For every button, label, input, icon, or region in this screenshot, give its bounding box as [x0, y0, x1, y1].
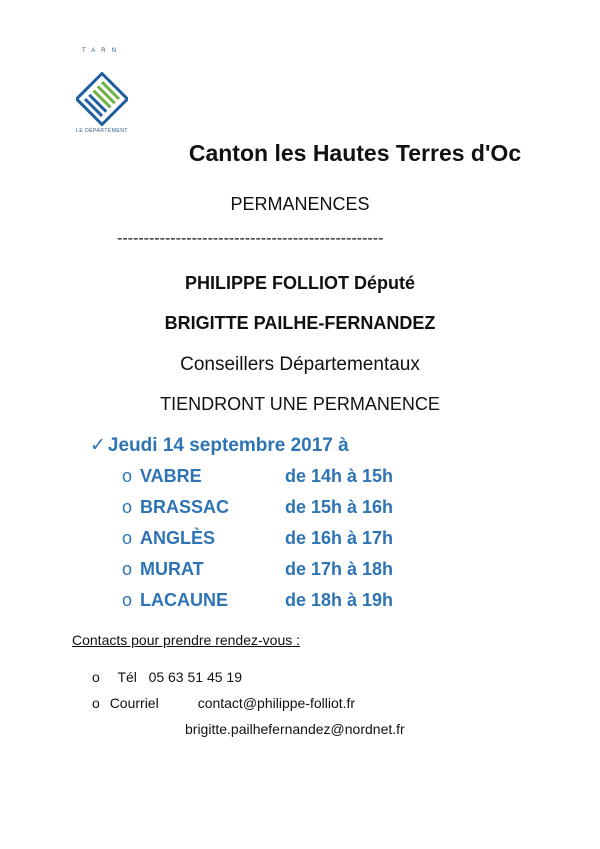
email-row: [92, 695, 355, 711]
schedule-hours: de 16h à 17h: [285, 528, 394, 548]
bullet-icon: o: [122, 559, 133, 579]
schedule-town: VABRE: [140, 466, 202, 486]
schedule-row: [122, 590, 442, 616]
contacts-heading: [72, 632, 300, 648]
email-label: Courriel: [109, 695, 159, 711]
schedule-row: [122, 466, 442, 492]
tarn-emblem-icon: [76, 72, 128, 126]
bullet-icon: o: [122, 590, 133, 610]
email-link-2[interactable]: brigitte.pailhefernandez@nordnet.fr: [185, 721, 405, 737]
logo-top-text: TARN: [82, 48, 122, 54]
bullet-icon: o: [92, 695, 100, 711]
checkmark-icon: ✓: [90, 435, 106, 456]
announcement-text: TIENDRONT UNE PERMANENCE: [160, 394, 440, 414]
schedule-hours: de 15h à 16h: [285, 497, 394, 517]
separator-line: --------------------------------------------------: [117, 230, 384, 247]
date-text: Jeudi 14 septembre 2017 à: [107, 435, 349, 456]
tarn-logo: [72, 48, 132, 138]
schedule-town: LACAUNE: [140, 590, 228, 610]
schedule-row: [122, 497, 442, 523]
logo-bottom-text: LE DÉPARTEMENT: [76, 128, 128, 134]
email-link-1[interactable]: contact@philippe-folliot.fr: [197, 695, 356, 711]
schedule-town: BRASSAC: [140, 497, 230, 517]
date-line: [90, 434, 349, 457]
document-title: Canton les Hautes Terres d'Oc: [188, 140, 522, 166]
name-deputy: PHILIPPE FOLLIOT Député: [184, 273, 415, 293]
phone-label: Tél: [117, 669, 137, 685]
role-text: Conseillers Départementaux: [180, 354, 420, 375]
bullet-icon: o: [122, 497, 133, 517]
schedule-hours: de 17h à 18h: [285, 559, 394, 579]
name-councillor: BRIGITTE PAILHE-FERNANDEZ: [164, 313, 436, 333]
schedule-row: [122, 559, 442, 585]
phone-row: [92, 669, 242, 685]
schedule-hours: de 14h à 15h: [285, 466, 394, 486]
bullet-icon: o: [92, 669, 100, 685]
schedule-town: ANGLÈS: [140, 528, 216, 548]
contacts-heading-colon: :: [292, 632, 301, 648]
bullet-icon: o: [122, 466, 133, 486]
contacts-heading-text: Contacts pour prendre rendez-vous: [72, 632, 293, 648]
schedule-row: [122, 528, 442, 554]
bullet-icon: o: [122, 528, 133, 548]
document-subtitle: PERMANENCES: [230, 194, 370, 214]
phone-number[interactable]: 05 63 51 45 19: [148, 669, 242, 685]
schedule-hours: de 18h à 19h: [285, 590, 394, 610]
schedule-town: MURAT: [140, 559, 204, 579]
